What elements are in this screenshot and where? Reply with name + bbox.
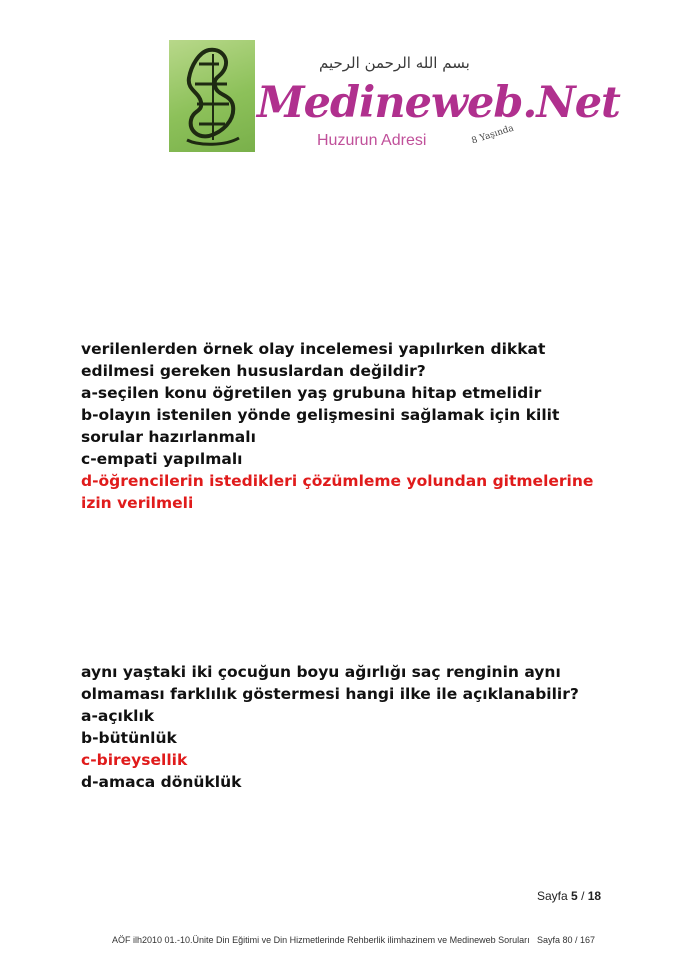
logo-arabic-text: بسم الله الرحمن الرحيم <box>319 54 470 72</box>
question-2-option-d: d-amaca dönüklük <box>81 773 242 791</box>
question-1-option-c: c-empati yapılmalı <box>81 450 243 468</box>
page-total: 18 <box>587 889 602 903</box>
question-1-option-b-cont: sorular hazırlanmalı <box>81 428 256 446</box>
question-2-line-1: aynı yaştaki iki çocuğun boyu ağırlığı saç renginin aynı <box>81 663 561 681</box>
question-1 <box>81 338 641 514</box>
question-1-answer-d: d-öğrencilerin istedikleri çözümleme yolundan gitmelerine <box>81 472 594 490</box>
question-1-option-b: b-olayın istenilen yönde gelişmesini sağlamak için kilit <box>81 406 560 424</box>
question-2-answer-c: c-bireysellik <box>81 751 188 769</box>
logo-age-badge: 8 Yaşında <box>470 123 516 147</box>
page-number <box>537 889 601 903</box>
page-current: 5 <box>571 889 578 903</box>
calligraphy-emblem <box>169 40 255 152</box>
question-2-line-2: olmaması farklılık göstermesi hangi ilke ile açıklanabilir? <box>81 685 579 703</box>
page-separator: / <box>581 889 585 903</box>
footer-page: Sayfa 80 / 167 <box>537 935 596 945</box>
site-logo <box>169 40 620 154</box>
question-1-line-2: edilmesi gereken hususlardan değildir? <box>81 362 426 380</box>
calligraphy-icon <box>169 40 255 152</box>
logo-brand-text: Medineweb.Net <box>257 78 620 128</box>
logo-tagline: Huzurun Adresi <box>317 132 427 149</box>
footer-text: AÖF ilh2010 01.-10.Ünite Din Eğitimi ve Din Hizmetlerinde Rehberlik ilimhazinem ve Medineweb Soruları <box>112 935 530 945</box>
question-2 <box>81 661 641 793</box>
question-1-line-1: verilenlerden örnek olay incelemesi yapılırken dikkat <box>81 340 546 358</box>
question-1-option-a: a-seçilen konu öğretilen yaş grubuna hitap etmelidir <box>81 384 542 402</box>
question-2-option-a: a-açıklık <box>81 707 155 725</box>
question-2-option-b: b-bütünlük <box>81 729 177 747</box>
question-1-answer-d-cont: izin verilmeli <box>81 494 194 512</box>
page-label: Sayfa <box>537 889 568 903</box>
